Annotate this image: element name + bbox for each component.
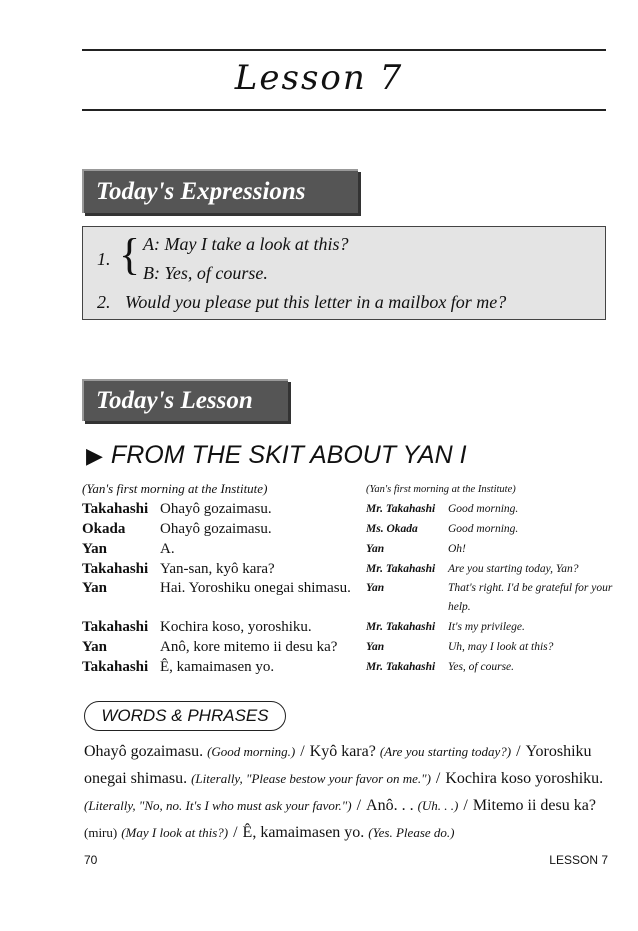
line: Ohayô gozaimasu.	[160, 501, 272, 517]
expressions-heading: Today's Expressions	[96, 178, 306, 205]
line: help.	[448, 601, 471, 613]
speaker: Takahashi	[82, 619, 149, 635]
line: That's right. I'd be grateful for your	[448, 582, 613, 594]
skit-heading-text: FROM THE SKIT ABOUT YAN I	[110, 441, 467, 469]
line: Uh, may I look at this?	[448, 641, 554, 653]
speaker: Yan	[366, 582, 385, 594]
page-number: 70	[84, 853, 98, 867]
wp-separator: /	[516, 743, 521, 760]
speaker: Mr. Takahashi	[366, 621, 436, 633]
right-triangle-icon: ▶	[86, 443, 103, 468]
line: Yes, of course.	[448, 661, 515, 673]
wp-gloss: (Uh. . .)	[417, 798, 459, 813]
expression-1-line-b: B: Yes, of course.	[143, 263, 268, 283]
wp-separator: /	[463, 797, 468, 814]
english-context: (Yan's first morning at the Institute)	[366, 484, 516, 495]
line: Yan-san, kyô kara?	[160, 561, 275, 577]
wp-gloss: (Good morning.)	[207, 744, 296, 759]
expression-1-line-a: A: May I take a look at this?	[143, 234, 349, 254]
line: Good morning.	[448, 503, 519, 515]
speaker: Okada	[82, 521, 126, 537]
wp-term: Ohayô gozaimasu.	[84, 743, 204, 760]
words-phrases-body	[84, 738, 614, 846]
expression-1-brace: {	[119, 230, 141, 279]
title-underline-rule	[82, 109, 606, 111]
wp-separator: /	[356, 797, 362, 814]
speaker: Takahashi	[82, 561, 149, 577]
wp-term: Yoroshiku onegai shimasu.	[84, 743, 592, 787]
line: Ohayô gozaimasu.	[160, 521, 272, 537]
speaker: Takahashi	[82, 659, 149, 675]
expression-2-text: Would you please put this letter in a mailbox for me?	[125, 292, 507, 312]
line: Are you starting today, Yan?	[448, 563, 579, 575]
running-footer: LESSON 7	[549, 853, 608, 867]
top-rule	[82, 49, 606, 51]
line: Oh!	[448, 543, 466, 555]
words-phrases-label: WORDS & PHRASES	[84, 701, 286, 731]
speaker: Mr. Takahashi	[366, 661, 436, 673]
wp-separator: /	[435, 770, 441, 787]
lesson-banner	[82, 379, 288, 421]
lesson-heading: Today's Lesson	[96, 387, 253, 414]
line: Ê, kamaimasen yo.	[160, 659, 275, 675]
expressions-box	[82, 226, 606, 320]
speaker: Takahashi	[82, 501, 149, 517]
skit-heading	[86, 441, 467, 470]
line: Kochira koso, yoroshiku.	[160, 619, 312, 635]
line: A.	[160, 541, 175, 557]
wp-gloss: (Are you starting today?)	[379, 744, 512, 759]
speaker: Mr. Takahashi	[366, 563, 436, 575]
wp-separator: /	[300, 743, 305, 760]
wp-term: Ê, kamaimasen yo.	[242, 824, 365, 841]
line: Hai. Yoroshiku onegai shimasu.	[160, 580, 351, 596]
wp-gloss: (Literally, "Please bestow your favor on me.")	[191, 771, 431, 786]
japanese-context: (Yan's first morning at the Institute)	[82, 481, 268, 496]
line: Anô, kore mitemo ii desu ka?	[160, 639, 338, 655]
speaker: Ms. Okada	[366, 523, 418, 535]
wp-term: Anô. . .	[366, 797, 414, 814]
speaker: Yan	[82, 639, 108, 655]
expression-2-number: 2.	[97, 292, 111, 312]
lesson-title: Lesson 7	[234, 58, 404, 98]
speaker: Mr. Takahashi	[366, 503, 436, 515]
wp-separator: /	[233, 824, 238, 841]
speaker: Yan	[366, 641, 385, 653]
speaker: Yan	[82, 541, 108, 557]
line: Good morning.	[448, 523, 519, 535]
wp-term: Kochira koso yoroshiku.	[445, 770, 604, 787]
wp-gloss: (May I look at this?)	[121, 825, 229, 840]
wp-gloss: (Literally, "No, no. It's I who must ask your favor.")	[84, 798, 352, 813]
line: It's my privilege.	[448, 621, 525, 633]
expressions-banner	[82, 169, 358, 213]
wp-term: Mitemo ii desu ka?	[472, 797, 596, 814]
wp-gloss: (Yes. Please do.)	[368, 825, 455, 840]
speaker: Yan	[366, 543, 385, 555]
wp-note: (miru)	[84, 825, 118, 840]
expression-1-number: 1.	[97, 249, 111, 269]
wp-term: Kyô kara?	[309, 743, 376, 760]
speaker: Yan	[82, 580, 108, 596]
